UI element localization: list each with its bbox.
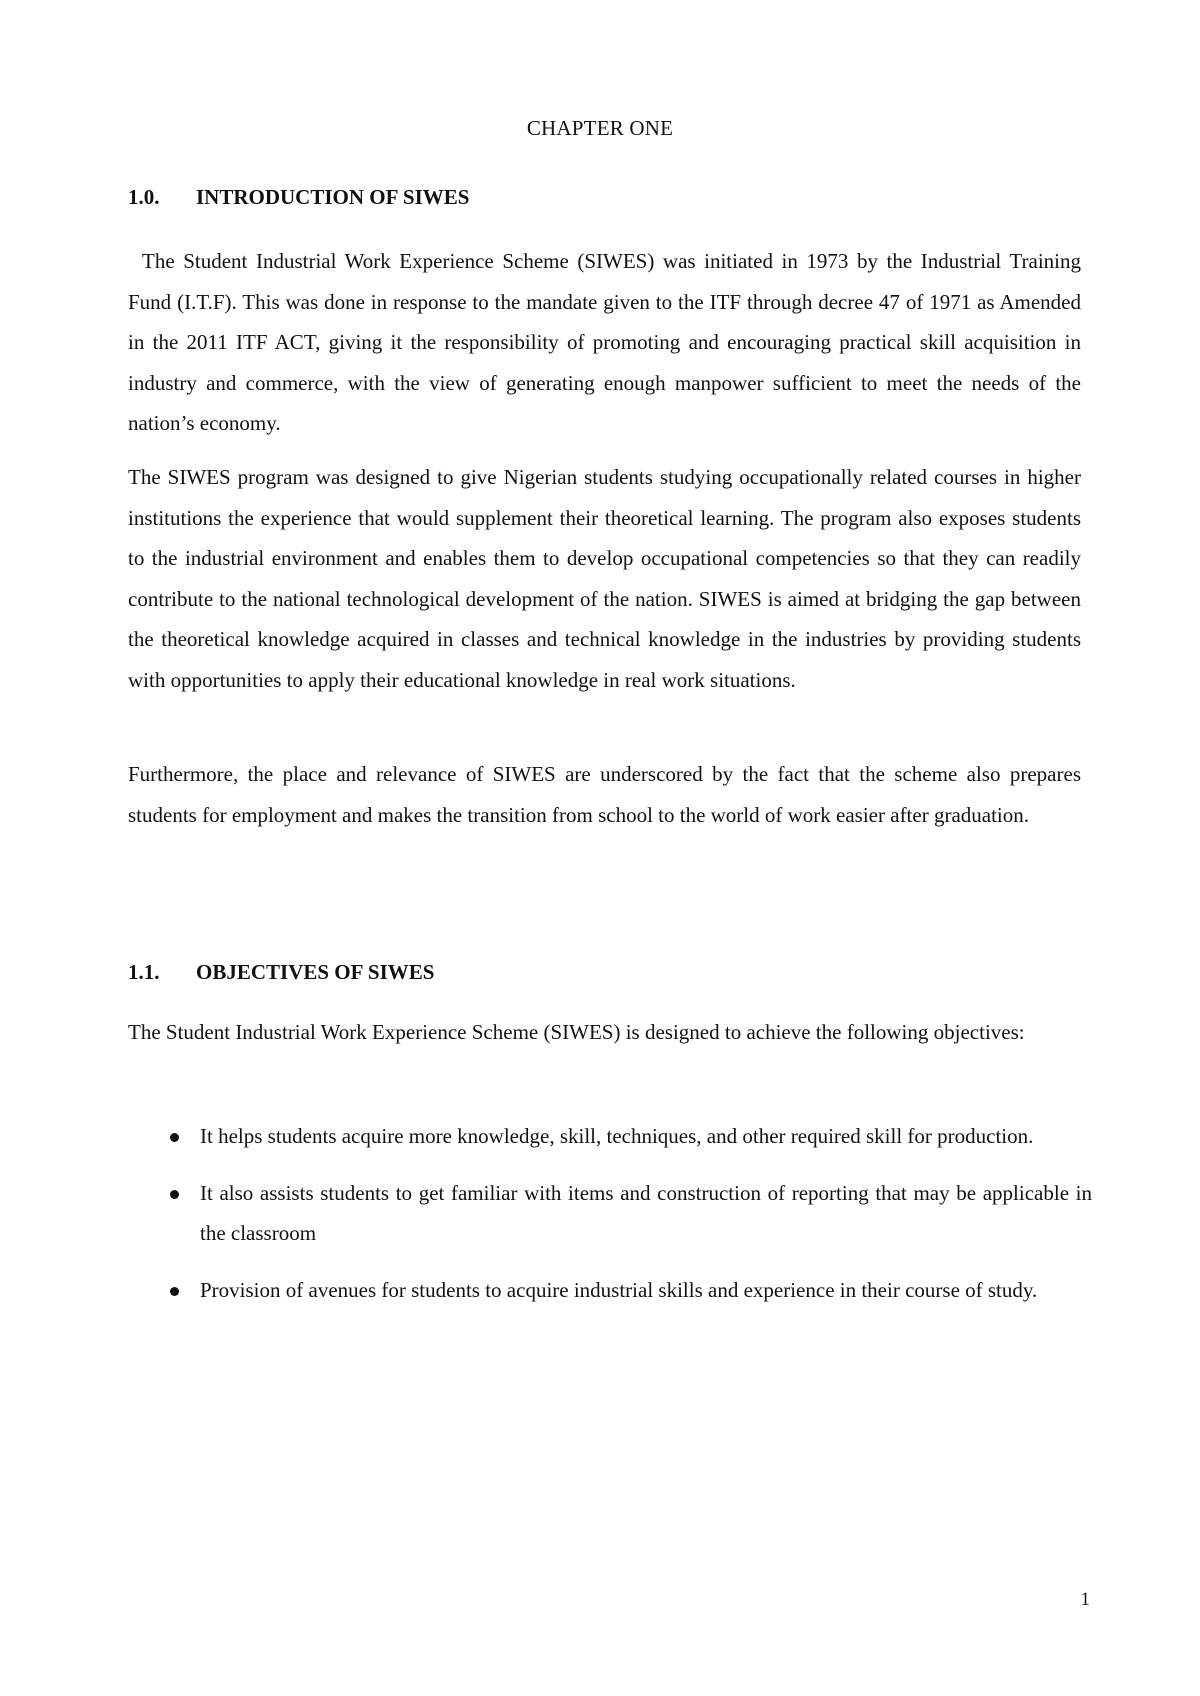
intro-paragraph-3: Furthermore, the place and relevance of SIWES are underscored by the fact that the scheme also prepares students for employment and makes the transition from school to the world of work easier after graduation. (128, 762, 1081, 827)
section-title: INTRODUCTION OF SIWES (196, 185, 470, 209)
intro-paragraph-1 (128, 241, 1081, 444)
section-heading-objectives (128, 958, 434, 986)
bullet-icon (128, 1116, 200, 1157)
list-item-text: It helps students acquire more knowledge, skill, techniques, and other required skill for production. (200, 1124, 1034, 1148)
objectives-list (128, 1116, 1092, 1326)
page-number: 1 (1080, 1589, 1090, 1610)
section-title: OBJECTIVES OF SIWES (196, 960, 435, 984)
list-item (128, 1116, 1092, 1157)
objectives-intro-paragraph: The Student Industrial Work Experience Scheme (SIWES) is designed to achieve the following objectives: (128, 1020, 1025, 1044)
section-heading-introduction (128, 183, 469, 211)
list-item-text: Provision of avenues for students to acquire industrial skills and experience in their course of study. (200, 1277, 1038, 1302)
bullet-icon (128, 1173, 200, 1254)
chapter-title: CHAPTER ONE (526, 116, 674, 140)
list-item (128, 1173, 1092, 1254)
paragraph-text: The Student Industrial Work Experience Scheme (SIWES) was initiated in 1973 by the Industrial Training Fund (I.T.F). This was done in response to the mandate given to the ITF through decree 47 of 1971 as Amended in the 2011 ITF ACT, giving it the responsibility of promoting and encouraging practical skill acquisition in industry and commerce, with the view of generating enough manpower sufficient to meet the needs of the nation’s economy. (128, 249, 1081, 436)
section-number: 1.0. (128, 185, 160, 209)
intro-paragraph-2: The SIWES program was designed to give Nigerian students studying occupationally related courses in higher institutions the experience that would supplement their theoretical learning. The program also exposes students to the industrial environment and enables them to develop occupational competencies so that they can readily contribute to the national technological development of the nation. SIWES is aimed at bridging the gap between the theoretical knowledge acquired in classes and technical knowledge in the industries by providing students with opportunities to apply their educational knowledge in real work situations. (128, 465, 1081, 692)
section-number: 1.1. (128, 960, 160, 984)
list-item-text: It also assists students to get familiar with items and construction of reporting that may be applicable in the classroom (200, 1180, 1092, 1246)
bullet-icon (128, 1270, 200, 1311)
list-item (128, 1270, 1092, 1311)
